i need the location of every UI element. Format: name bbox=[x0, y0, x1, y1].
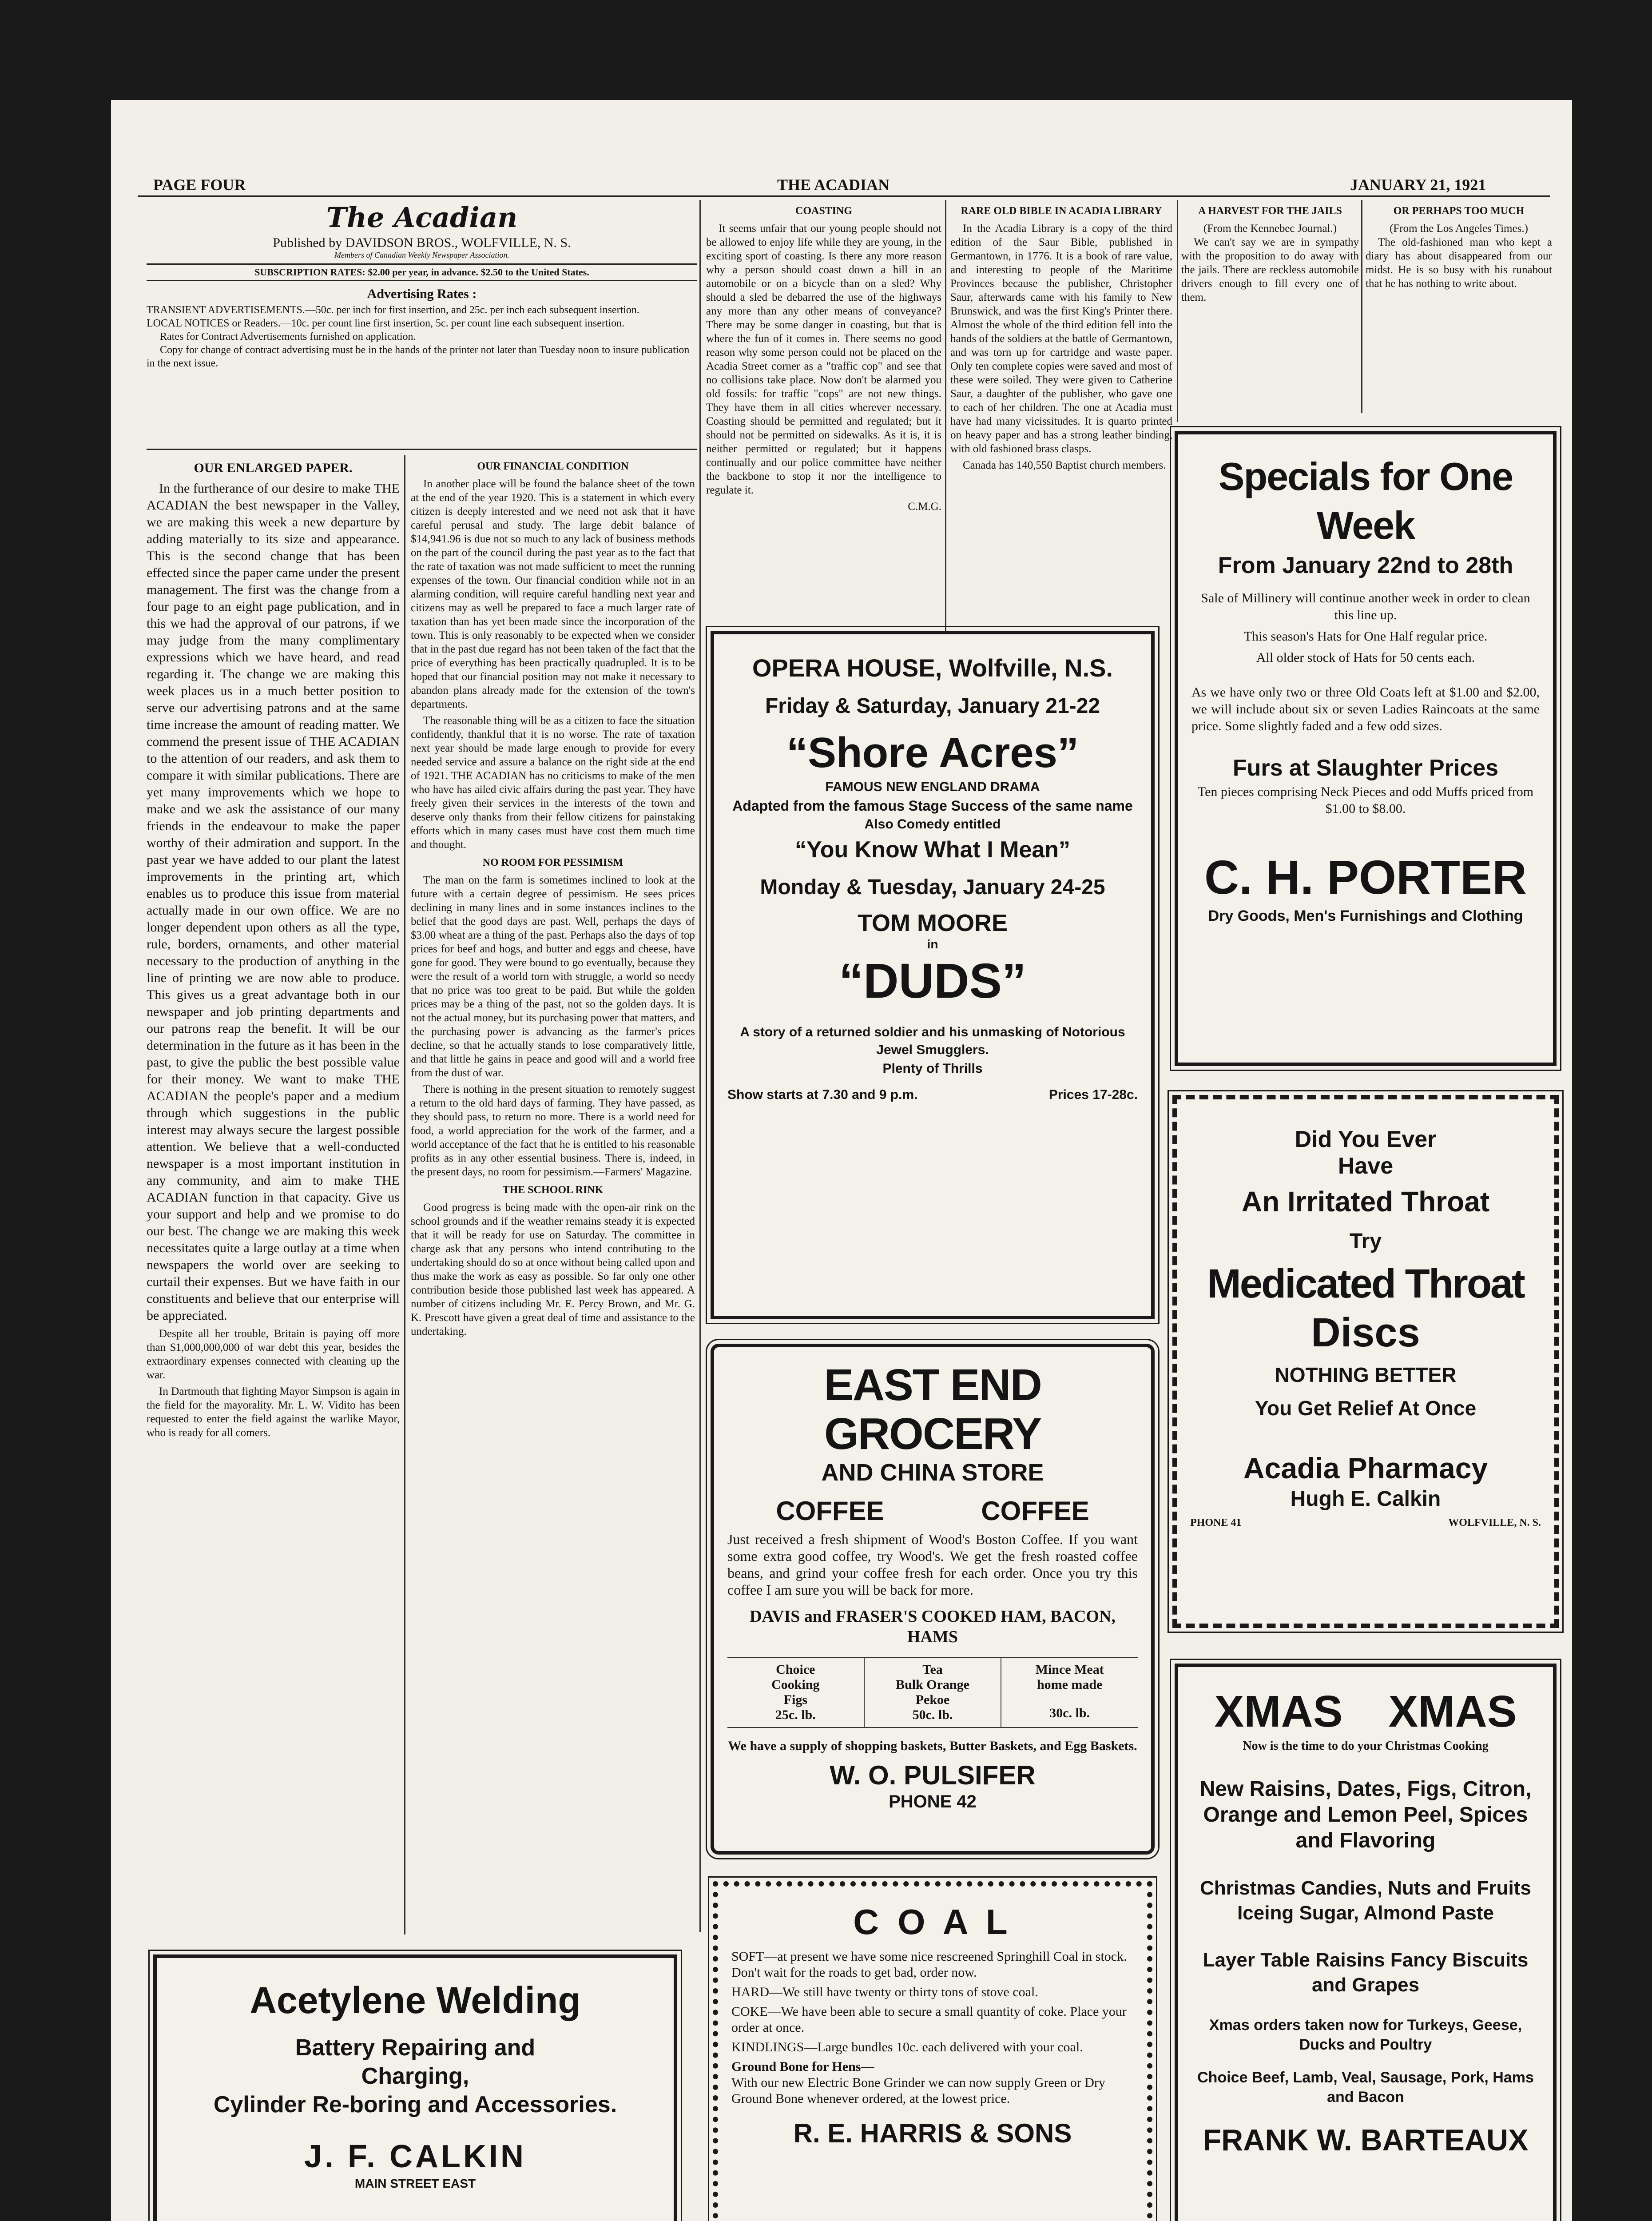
grocery-phone: PHONE 42 bbox=[889, 1792, 977, 1811]
coal-kindlings: KINDLINGS—Large bundles 10c. each delivered with your coal. bbox=[731, 2040, 1083, 2054]
baptist-note: Canada has 140,550 Baptist church members. bbox=[963, 459, 1166, 471]
opera-dates-2: Monday & Tuesday, January 24-25 bbox=[760, 876, 1105, 899]
members-line: Members of Canadian Weekly Newspaper Association. bbox=[334, 251, 509, 259]
rink-title: THE SCHOOL RINK bbox=[502, 1184, 604, 1196]
price-cell-figs bbox=[727, 1658, 865, 1727]
pharmacy-q2: Have bbox=[1338, 1153, 1394, 1179]
porter-ad bbox=[1175, 431, 1557, 1066]
welding-line-1: Battery Repairing and bbox=[295, 2035, 536, 2061]
enlarged-paper-article bbox=[147, 455, 400, 1943]
jails-article bbox=[1181, 200, 1359, 413]
publisher-line: Published by DAVIDSON BROS., WOLFVILLE, N. S. bbox=[273, 235, 571, 250]
opera-show-times bbox=[727, 1087, 1138, 1103]
price-line: Figs bbox=[783, 1692, 807, 1707]
xmas-line-4: Xmas orders taken now for Turkeys, Geese, Ducks and Poultry bbox=[1209, 2017, 1522, 2053]
pharmacy-name: Acadia Pharmacy bbox=[1243, 1452, 1488, 1485]
price-line: Bulk Orange bbox=[896, 1677, 969, 1692]
column-rule bbox=[404, 455, 405, 1934]
opera-house-ad bbox=[711, 631, 1155, 1319]
xmas-line-5: Choice Beef, Lamb, Veal, Sausage, Pork, Hams and Bacon bbox=[1197, 2069, 1534, 2106]
pharmacy-product-1: Medicated Throat bbox=[1207, 1261, 1524, 1306]
too-much-source: (From the Los Angeles Times.) bbox=[1390, 223, 1528, 235]
financial-title: OUR FINANCIAL CONDITION bbox=[477, 461, 629, 472]
welding-line-3: Cylinder Re-boring and Accessories. bbox=[213, 2092, 617, 2118]
financial-body: In another place will be found the balance sheet of the town at the end of the year 1920. This is a statement in which every citizen is deeply interested and we need not ask that it have careful perusal and study. The large debit balance of $14,941.96 is due not so much to any lack of business methods on the part of the council during the past year as to the fact that the rate of taxation was not made sufficient to meet the running expenses of the town. Our financial condition while not in an alarming condition, will require careful handling next year and citizens may as well be prepared to face a much larger rate of taxation than has yet been made since the incorporation of the town. This is only reasonably to be expected when we consider that in the past due regard has not been taken of the fact that the price of everything has been practically quadrupled. It is to be hoped that our financial position may not make it necessary to abandon plans already made for the extension of the town's departments. bbox=[411, 478, 695, 710]
britain-note: Despite all her trouble, Britain is paying off more than $1,000,000,000 of war debt this year, besides the extraordinary expenses connected with cleaning up the war. bbox=[147, 1328, 400, 1381]
grocery-name: EAST END GROCERY bbox=[824, 1360, 1041, 1459]
copy-deadline: Copy for change of contract advertising must be in the hands of the printer not later than Tuesday noon to insure publication in the next issue. bbox=[147, 344, 690, 369]
too-much-body: The old-fashioned man who kept a diary has about disappeared from our midst. He is so busy with his runabout that he has nothing to write about. bbox=[1366, 236, 1552, 290]
coffee-label: COFFEE bbox=[981, 1496, 1089, 1526]
porter-name: C. H. PORTER bbox=[1204, 850, 1527, 904]
opera-also: Also Comedy entitled bbox=[864, 817, 1001, 832]
price-line: Choice bbox=[776, 1662, 815, 1677]
coal-soft: SOFT—at present we have some nice rescreened Springhill Coal in stock. Don't wait for the roads to get bad, order now. bbox=[731, 1949, 1127, 1980]
opera-in: in bbox=[927, 937, 938, 951]
header-rule bbox=[138, 195, 1550, 197]
opera-adapted: Adapted from the famous Stage Success of the same name bbox=[732, 798, 1133, 814]
opera-venue: OPERA HOUSE, Wolfville, N.S. bbox=[752, 654, 1113, 682]
pharmacy-q1: Did You Ever bbox=[1295, 1126, 1437, 1152]
pharmacy-phone: PHONE 41 bbox=[1190, 1517, 1242, 1528]
rink-body: Good progress is being made with the open-air rink on the school grounds and if the weather remains steady it is expected that it will be ready for use on Saturday. The committee in charge ask that any persons who intend contributing to the undertaking should do so at once without being called upon and thus make the work as easy as possible. So far only one other contribution beside those published last week has appeared. A number of citizens including Mr. E. Percy Brown, and Mr. G. K. Prescott have given a great deal of time and assistance to the undertaking. bbox=[411, 1202, 695, 1337]
masthead-title: The Acadian bbox=[326, 201, 518, 234]
grocery-ham: DAVIS and FRASER'S COOKED HAM, BACON, HAMS bbox=[750, 1607, 1116, 1646]
column-rule bbox=[1361, 200, 1362, 413]
pharmacy-nothing-better: NOTHING BETTER bbox=[1275, 1363, 1457, 1386]
jails-body: We can't say we are in sympathy with the proposition to do away with the jails. There are reckless automobile drivers enough to fill every one of them. bbox=[1181, 236, 1359, 303]
xmas-line-2: Christmas Candies, Nuts and Fruits Iceing Sugar, Almond Paste bbox=[1200, 1877, 1531, 1924]
transient-rate: TRANSIENT ADVERTISEMENTS.—50c. per inch for first insertion, and 25c. per inch each subsequent insertion. bbox=[147, 304, 639, 316]
shore-acres-subtitle: FAMOUS NEW ENGLAND DRAMA bbox=[825, 780, 1040, 794]
pharmacy-ad bbox=[1172, 1095, 1559, 1628]
issue-date: JANUARY 21, 1921 bbox=[1350, 176, 1486, 194]
bible-body: In the Acadia Library is a copy of the third edition of the Saur Bible, published in Germantown, in 1776. It is a book of rare value, and interesting to people of the Maritime Provinces because the publisher, Christopher Saur, afterwards came with his family to New Brunswick, and was the first King's Printer there. Almost the whole of the third edition fell into the hands of the soldiers at the battle of Germantown, and was torn up for cartridge and waste paper. Only ten complete copies were saved and most of these were soiled. They were given to Catherine Saur, a daughter of the publisher, who gave one to each of her children. The one at Acadia must have had many vicissitudes. It is quarto printed on heavy paper and has a strong leather binding, with old fashioned brass clasps. bbox=[950, 223, 1172, 455]
porter-furs: Furs at Slaughter Prices bbox=[1232, 755, 1499, 781]
enlarged-paper-title: OUR ENLARGED PAPER. bbox=[194, 461, 353, 475]
pessimism-body-2: There is nothing in the present situation to remotely suggest a return to the old hard days of farming. They have passed, as they should pass, to return no more. There is a world need for food, a world appreciation for the work of the farmer, and a world acceptance of the fact that he is entitled to his reasonable profits as in any other essential business. There is, indeed, in the present days, no room for pessimism.—Farmers' Magazine. bbox=[411, 1083, 695, 1178]
bible-title: RARE OLD BIBLE IN ACADIA LIBRARY bbox=[961, 205, 1162, 217]
price-line: Pekoe bbox=[915, 1692, 950, 1707]
welding-title: Acetylene Welding bbox=[250, 1979, 581, 2021]
porter-coats: As we have only two or three Old Coats left at $1.00 and $2.00, we will include about six or seven Ladies Raincoats at the same price. Some slightly faded and a few odd sizes. bbox=[1191, 685, 1540, 733]
porter-desc: Dry Goods, Men's Furnishings and Clothing bbox=[1208, 908, 1523, 924]
grocery-price-table bbox=[727, 1657, 1138, 1728]
pharmacy-footer bbox=[1190, 1517, 1541, 1529]
xmas-line-3: Layer Table Raisins Fancy Biscuits and Grapes bbox=[1203, 1949, 1529, 1996]
coal-firm: R. E. HARRIS & SONS bbox=[793, 2118, 1072, 2148]
contract-rate: Rates for Contract Advertisements furnished on application. bbox=[160, 331, 416, 342]
price-value: 30c. lb. bbox=[1049, 1706, 1090, 1720]
editorial-column bbox=[411, 455, 695, 1943]
price-line: home made bbox=[1036, 1677, 1103, 1692]
local-notice-rate: LOCAL NOTICES or Readers.—10c. per count line first insertion, 5c. per count line each subsequent insertion. bbox=[147, 318, 625, 329]
coffee-label: COFFEE bbox=[776, 1496, 884, 1526]
xmas-word: XMAS bbox=[1388, 1687, 1517, 1736]
dartmouth-note: In Dartmouth that fighting Mayor Simpson is again in the field for the mayorality. Mr. L. W. Vidito has been requested to enter the field against the warlike Mayor, who is ready for all comers. bbox=[147, 1385, 400, 1439]
subscription-rates: SUBSCRIPTION RATES: $2.00 per year, in advance. $2.50 to the United States. bbox=[147, 263, 697, 281]
coal-bone-text: With our new Electric Bone Grinder we can now supply Green or Dry Ground Bone whenever ordered, at the lowest price. bbox=[731, 2075, 1105, 2106]
pharmacy-relief: You Get Relief At Once bbox=[1255, 1397, 1477, 1420]
opera-thrills: Plenty of Thrills bbox=[882, 1061, 983, 1076]
xmas-merchant: FRANK W. BARTEAUX bbox=[1203, 2123, 1529, 2157]
page-number: PAGE FOUR bbox=[153, 176, 246, 194]
newspaper-page bbox=[111, 100, 1572, 2221]
porter-dates: From January 22nd to 28th bbox=[1218, 553, 1513, 578]
pharmacy-owner: Hugh E. Calkin bbox=[1290, 1487, 1441, 1511]
duds-title: “DUDS” bbox=[839, 954, 1026, 1008]
pessimism-body: The man on the farm is sometimes inclined to look at the future with a certain degree of pessimism. He sees prices declining in many lines and in some instances inclines to the belief that the good days are past. Well, perhaps the days of $3.00 wheat are a thing of the past. Perhaps also the days of top prices for beef and hogs, and butter and eggs and cheese, have gone for good. They were bound to go eventually, because they were the result of a world torn with struggle, a world so needy that no price was too great to be paid. But while the golden prices may be a thing of the past, not so the golden days. It is not the actual money, but its purchasing power that matters, and the purchasing power is advancing as the farmer's prices decline, so that he actually stands to lose comparatively little, and that little he gains in peace and good will and a world free from the dust of war. bbox=[411, 874, 695, 1079]
pharmacy-q3: An Irritated Throat bbox=[1241, 1186, 1490, 1218]
coasting-title: COASTING bbox=[795, 205, 853, 217]
opera-prices: Prices 17-28c. bbox=[1048, 1087, 1138, 1102]
porter-furs-text: Ten pieces comprising Neck Pieces and odd Muffs priced from $1.00 to $8.00. bbox=[1197, 784, 1534, 816]
opera-dates-1: Friday & Saturday, January 21-22 bbox=[765, 694, 1100, 718]
coal-ad bbox=[713, 1881, 1152, 2221]
porter-millinery-1: Sale of Millinery will continue another week in order to clean this line up. bbox=[1201, 591, 1530, 622]
pharmacy-town: WOLFVILLE, N. S. bbox=[1448, 1517, 1541, 1528]
opera-shows: Show starts at 7.30 and 9 p.m. bbox=[727, 1087, 918, 1102]
coffee-row bbox=[727, 1496, 1138, 1526]
xmas-word: XMAS bbox=[1214, 1687, 1343, 1736]
grocery-owner: W. O. PULSIFER bbox=[830, 1760, 1036, 1790]
paper-name-header: THE ACADIAN bbox=[777, 176, 890, 194]
east-end-grocery-ad bbox=[711, 1344, 1155, 1855]
price-cell-mince bbox=[1001, 1658, 1138, 1727]
xmas-subtitle: Now is the time to do your Christmas Cooking bbox=[1243, 1739, 1489, 1753]
price-line: Mince Meat bbox=[1035, 1662, 1104, 1677]
welding-proprietor: J. F. CALKIN bbox=[304, 2139, 527, 2174]
xmas-line-1: New Raisins, Dates, Figs, Citron, Orange and Lemon Peel, Spices and Flavoring bbox=[1199, 1777, 1532, 1852]
price-value: 25c. lb. bbox=[775, 1708, 816, 1722]
jails-source: (From the Kennebec Journal.) bbox=[1203, 223, 1337, 235]
too-much-article bbox=[1366, 200, 1552, 413]
advertising-rates-title: Advertising Rates : bbox=[367, 287, 477, 301]
grocery-subtitle: AND CHINA STORE bbox=[821, 1459, 1044, 1486]
pessimism-title: NO ROOM FOR PESSIMISM bbox=[482, 857, 623, 868]
welding-ad bbox=[153, 1954, 677, 2221]
coasting-signature: C.M.G. bbox=[908, 501, 941, 513]
column-rule bbox=[1177, 200, 1178, 422]
financial-body-2: The reasonable thing will be as a citizen to face the situation confidently, thankful that it is no worse. The rate of taxation next year should be made large enough to provide for every needed service and assure a balance on the right side at the end of 1921. THE ACADIAN has no criticisms to make of the men who have has ailed civic affairs during the past year. They have freely given their services in the interests of the town and deserve only thanks from their fellow citizens for painstaking efforts which in many cases must have cost them much time and thought. bbox=[411, 715, 695, 851]
coal-hard: HARD—We still have twenty or thirty tons of stove coal. bbox=[731, 1985, 1038, 1999]
advertising-rates bbox=[147, 303, 697, 370]
coal-title: C O A L bbox=[853, 1902, 1012, 1942]
price-cell-tea bbox=[865, 1658, 1002, 1727]
comedy-title: “You Know What I Mean” bbox=[794, 837, 1071, 863]
coasting-body: It seems unfair that our young people should not be allowed to enjoy life while they are young, in the exciting sport of coasting. Is there any more reason why a person should coast down a hill in an automobile or on a bicycle than on a sled? Why should a sled be debarred the use of the highways any more than any other means of conveyance? There may be some danger in coasting, but that is where the fun of it comes in. There seems no good reason why some person could not be placed on the Acadia Street corner as a "traffic cop" and see that no collisions take place. Now don't be alarmed you old fossils: for traffic "cops" are not new things. They have them in all cities wherever necessary. Coasting should be permitted and regulated; but it should not be permitted on sidewalks. As it is, it is neither permitted or regulated; but it happens continually and our police committee have neither the backbone to stop it nor the intelligence to regulate it. bbox=[706, 223, 941, 496]
masthead bbox=[147, 200, 697, 370]
too-much-title: OR PERHAPS TOO MUCH bbox=[1393, 205, 1525, 217]
porter-title: Specials for One Week bbox=[1218, 454, 1513, 547]
welding-street: MAIN STREET EAST bbox=[354, 2177, 476, 2190]
column-rule bbox=[699, 200, 701, 1932]
price-line: Cooking bbox=[771, 1677, 820, 1692]
pharmacy-try: Try bbox=[1349, 1230, 1382, 1253]
duds-story: A story of a returned soldier and his unmasking of Notorious Jewel Smugglers. bbox=[740, 1025, 1125, 1057]
welding-line-2: Charging, bbox=[361, 2063, 469, 2089]
opera-star: TOM MOORE bbox=[857, 910, 1008, 936]
coal-coke: COKE—We have been able to secure a small quantity of coke. Place your order at once. bbox=[731, 2004, 1127, 2035]
xmas-heading bbox=[1191, 1685, 1540, 1738]
masthead-rule bbox=[147, 449, 697, 450]
jails-title: A HARVEST FOR THE JAILS bbox=[1198, 205, 1342, 217]
coal-bone: Ground Bone for Hens— bbox=[731, 2059, 874, 2074]
shore-acres-title: “Shore Acres” bbox=[786, 729, 1079, 776]
price-value: 50c. lb. bbox=[912, 1708, 953, 1722]
porter-millinery-3: All older stock of Hats for 50 cents each. bbox=[1256, 650, 1475, 665]
grocery-baskets: We have a supply of shopping baskets, Butter Baskets, and Egg Baskets. bbox=[728, 1739, 1137, 1753]
pharmacy-product-2: Discs bbox=[1311, 1310, 1420, 1355]
xmas-ad bbox=[1175, 1664, 1557, 2221]
grocery-coffee-text: Just received a fresh shipment of Wood's Boston Coffee. If you want some extra good coffee, try Wood's. We get the fresh roasted coffee beans, and grind your coffee fresh for each order. Once you try this coffee I am sure you will be back for more. bbox=[727, 1531, 1138, 1598]
enlarged-paper-body: In the furtherance of our desire to make THE ACADIAN the best newspaper in the Valley, we are making this week a new departure by adding materially to its size and appearance. This is the second change that has been effected since the paper came under the present management. The first was the change from a four page to an eight page publication, and in this we had the approval of our patrons, if we may judge from the many complimentary expressions which we have heard, and read regarding it. The change we are making this week places us in a much better position to serve our advertising patrons and at the same time increase the amount of reading matter. We commend the present issue of THE ACADIAN to the attention of our readers, and ask them to compare it with similar publications. There are yet many improvements which we hope to make and we ask the assistance of our many friends in the endeavour to make the paper worthy of their admiration and support. In the past year we have added to our plant the latest improvements in the printing art, which enables us to produce this issue from material actually made in our own office. We are no longer dependent upon others as all the type, rule, borders, ornaments, and other material necessary to the production of anything in the line of printing we are now able to produce. This gives us a great advantage both in our newspaper and job printing departments and our patrons reap the benefit. It will be our determination in the future as it has been in the past, to give the public the best possible value for their money. We want to make THE ACADIAN the people's paper and a medium through which suggestions in the public interest may always secure the largest possible attention. We believe that a well-conducted newspaper is a most important institution in any community, and aim to make THE ACADIAN function in that capacity. Give us your support and help and we promise to do our best. The change we are making this week necessitates quite a large outlay at a time when newspapers the world over are seeking to curtail their expenses. But we have faith in our constituents and believe that our enterprise will be appreciated. bbox=[147, 481, 400, 1323]
porter-millinery-2: This season's Hats for One Half regular price. bbox=[1243, 629, 1488, 644]
price-line: Tea bbox=[922, 1662, 943, 1677]
coal-body bbox=[731, 1949, 1134, 2107]
